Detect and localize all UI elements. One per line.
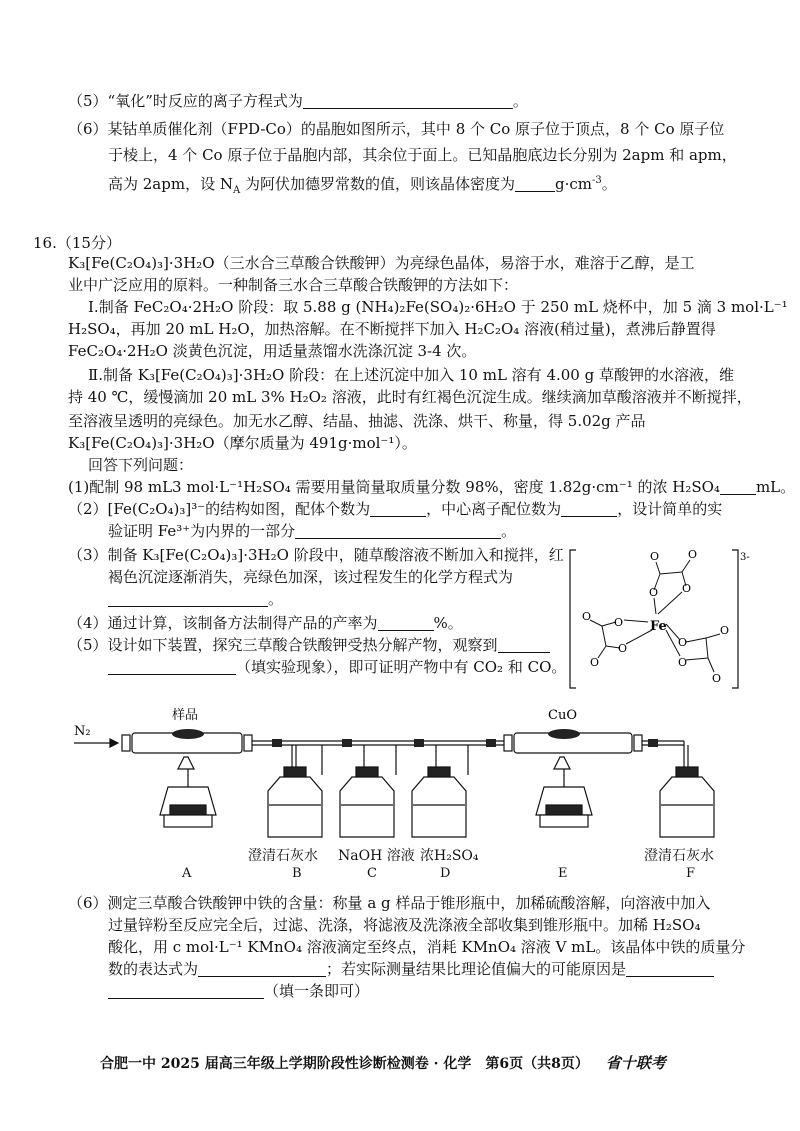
apparatus-letter-c: C — [367, 866, 377, 881]
q16-step2-line2: 持 40 ℃，缓慢滴加 20 mL 3% H₂O₂ 溶液，此时有红褐色沉淀生成。继续滴加草酸溶液并不断搅拌， — [68, 388, 752, 406]
q16-item3-line2: 褐色沉淀逐渐消失，亮绿色加深，该过程发生的化学方程式为 — [108, 568, 514, 586]
page-footer — [100, 1052, 666, 1073]
q16-step2-line4: K₃[Fe(C₂O₄)₃]·3H₂O（摩尔质量为 491g·mol⁻¹）。 — [68, 434, 417, 452]
footer-text: 合肥一中 2025 届高三年级上学期阶段性诊断检测卷 · 化学 第6页（共8页） — [100, 1056, 589, 1072]
q16-item3-line3 — [108, 588, 283, 610]
q16-item6-line2: 过量锌粉至反应完全后，过滤、洗涤，将滤液及洗涤液全部收集到锥形瓶中。加稀 H₂SO₄ — [108, 916, 701, 934]
q15-item6-line3 — [108, 170, 617, 202]
bottle-f — [660, 767, 714, 837]
answer-blank[interactable] — [378, 614, 434, 631]
fe-center-label: Fe — [650, 619, 667, 634]
oxygen-atom: O — [682, 582, 692, 595]
q15-item6-line1: （6）某钴单质催化剂（FPD-Co）的晶胞如图所示，其中 8 个 Co 原子位于顶点，8 个 Co 原子位 — [68, 120, 725, 138]
bottle-c-label: NaOH 溶液 — [338, 848, 415, 864]
footer-stamp: 省十联考 — [605, 1054, 666, 1072]
oxygen-atom: O — [614, 616, 624, 629]
cuo-pile — [548, 729, 580, 739]
q16-item5-line1 — [68, 634, 550, 656]
burner-a — [160, 757, 216, 827]
bottle-f-label: 澄清石灰水 — [644, 848, 714, 864]
sample-label: 样品 — [172, 708, 199, 723]
q15-item6-text-a: 高为 2apm，设 N — [108, 175, 233, 193]
bottle-c — [340, 767, 394, 837]
apparatus-letter-a: A — [182, 866, 192, 881]
q15-item6-sub: A — [232, 185, 241, 196]
q16-step2-line1: Ⅱ.制备 K₃[Fe(C₂O₄)₃]·3H₂O 阶段：在上述沉淀中加入 10 mL 溶有 4.00 g 草酸钾的水溶液，维 — [88, 366, 734, 384]
q16-item6-line3: 酸化，用 c mol·L⁻¹ KMnO₄ 溶液滴定至终点，消耗 KMnO₄ 溶液 V mL。该晶体中铁的质量分 — [108, 938, 746, 956]
bottle-b — [268, 767, 322, 837]
q16-item5-line2 — [108, 656, 566, 678]
answer-blank[interactable] — [370, 500, 426, 517]
q15-item5-end: 。 — [512, 92, 528, 110]
bottle-d-label: 浓H₂SO₄ — [420, 848, 479, 864]
q16-item2-text-c: ，设计简单的实 — [617, 500, 723, 518]
charge-label: 3- — [740, 552, 750, 563]
structure-bracket-right — [732, 550, 738, 688]
q16-item4-text: （4）通过计算，该制备方法制得产品的产率为 — [68, 614, 378, 632]
q16-item2-line2 — [108, 520, 516, 542]
apparatus-letter-e: E — [558, 866, 568, 881]
q16-item1-text: (1)配制 98 mL3 mol·L⁻¹H₂SO₄ 需要用量筒量取质量分数 98%，密度 1.82g·cm⁻¹ 的浓 H₂SO₄ — [68, 478, 720, 496]
q16-item4-end: %。 — [433, 614, 463, 632]
apparatus-letter-f: F — [686, 866, 696, 881]
oxygen-atom: O — [678, 636, 688, 649]
q15-item6-line2: 于棱上，4 个 Co 原子位于晶胞内部，其余位于面上。已知晶胞底边长分别为 2apm 和 apm， — [108, 146, 737, 164]
n2-label: N₂ — [74, 724, 91, 739]
answer-blank[interactable] — [108, 982, 264, 999]
oxygen-atom: O — [618, 642, 628, 655]
q16-item2-text-a: （2）[Fe(C₂O₄)₃]³⁻的结构如图，配体个数为 — [68, 500, 371, 518]
apparatus-letter-d: D — [440, 866, 451, 881]
q16-step2-line3: 至溶液呈透明的亮绿色。加无水乙醇、结晶、抽滤、洗涤、烘干、称量，得 5.02g 产品 — [68, 412, 646, 430]
q16-item6-text-a: 数的表达式为 — [108, 960, 199, 978]
q15-item6-unit: g·cm — [555, 175, 592, 193]
q16-item5-text: （5）设计如下装置，探究三草酸合铁酸钾受热分解产物，观察到 — [68, 636, 498, 654]
q15-item5-text: （5）“氧化”时反应的离子方程式为 — [68, 92, 303, 110]
n2-arrow — [74, 739, 118, 747]
oxygen-atom: O — [678, 656, 688, 669]
q16-item1 — [68, 476, 795, 498]
oxygen-atom: O — [582, 610, 592, 623]
oxygen-atom: O — [649, 586, 659, 599]
answer-blank[interactable] — [561, 500, 617, 517]
q16-item3-line1: （3）制备 K₃[Fe(C₂O₄)₃]·3H₂O 阶段中，随草酸溶液不断加入和搅拌，红 — [68, 546, 564, 564]
burner-e — [536, 757, 592, 827]
q16-item2-line1 — [68, 498, 722, 520]
bottle-b-label: 澄清石灰水 — [248, 848, 318, 864]
q16-item5-text-b: （填实验现象），即可证明产物中有 CO₂ 和 CO。 — [236, 658, 567, 676]
oxygen-atom: O — [712, 672, 722, 685]
sample-pile — [172, 729, 204, 739]
q15-item6-sup: -3 — [592, 175, 602, 186]
q16-item2-end: 。 — [501, 522, 517, 540]
structure-bracket-left — [570, 550, 576, 688]
oxygen-atom: O — [720, 624, 730, 637]
answer-blank[interactable] — [498, 636, 550, 653]
oxygen-atom: O — [688, 548, 698, 561]
q16-intro-line1: K₃[Fe(C₂O₄)₃]·3H₂O（三水合三草酸合铁酸钾）为亮绿色晶体，易溶于水，难溶于乙醇，是工 — [68, 254, 695, 272]
q16-item6-line1: （6）测定三草酸合铁酸钾中铁的含量：称量 a g 样品于锥形瓶中，加稀硫酸溶解，向溶液中加入 — [68, 894, 711, 912]
answer-blank[interactable] — [108, 590, 268, 607]
q16-step1-line1: Ⅰ.制备 FeC₂O₄·2H₂O 阶段：取 5.88 g (NH₄)₂Fe(SO₄)₂·6H₂O 于 250 mL 烧杯中，加 5 滴 3 mol·L⁻¹ — [88, 298, 788, 316]
q16-item6-line4 — [108, 958, 714, 980]
q16-item2-text-d: 验证明 Fe³⁺为内界的一部分 — [108, 522, 296, 540]
q16-item1-end: mL。 — [755, 478, 796, 496]
answer-blank[interactable] — [295, 522, 501, 539]
q15-item5 — [68, 90, 528, 112]
q16-item6-text-b: ；若实际测量结果比理论值偏大的可能原因是 — [326, 960, 627, 978]
q16-step1-line2: H₂SO₄，再加 20 mL H₂O，加热溶解。在不断搅拌下加入 H₂C₂O₄ 溶液(稍过量)，煮沸后静置得 — [68, 320, 716, 338]
answer-blank[interactable] — [720, 478, 756, 495]
ferrioxalate-structure — [566, 538, 766, 698]
q16-item2-text-b: ，中心离子配位数为 — [426, 500, 562, 518]
q15-item6-text-b: 为阿伏加德罗常数的值，则该晶体密度为 — [240, 175, 515, 193]
q15-item6-end: 。 — [601, 175, 617, 193]
cuo-label: CuO — [548, 708, 577, 723]
q16-item3-end: 。 — [268, 590, 284, 608]
answer-blank[interactable] — [108, 658, 236, 675]
q16-intro-line2: 业中广泛应用的原料。一种制备三水合三草酸合铁酸钾的方法如下： — [68, 276, 519, 294]
bottle-d — [412, 767, 466, 837]
q16-answer-prompt: 回答下列问题： — [88, 456, 194, 474]
answer-blank[interactable] — [198, 960, 326, 977]
q16-item6-hint: （填一条即可） — [264, 982, 370, 1000]
q16-item4 — [68, 612, 463, 634]
answer-blank[interactable] — [626, 960, 714, 977]
apparatus-letter-b: B — [292, 866, 302, 881]
q16-item6-line5 — [108, 980, 369, 1002]
oxygen-labels — [582, 548, 729, 685]
q16-step1-line3: FeC₂O₄·2H₂O 淡黄色沉淀，用适量蒸馏水洗涤沉淀 3-4 次。 — [68, 342, 477, 360]
answer-blank[interactable] — [303, 92, 513, 109]
structure-bonds — [590, 560, 720, 672]
oxygen-atom: O — [650, 550, 660, 563]
answer-blank[interactable] — [515, 175, 555, 192]
q16-header: 16.（15分） — [33, 234, 121, 252]
oxygen-atom: O — [590, 656, 600, 669]
